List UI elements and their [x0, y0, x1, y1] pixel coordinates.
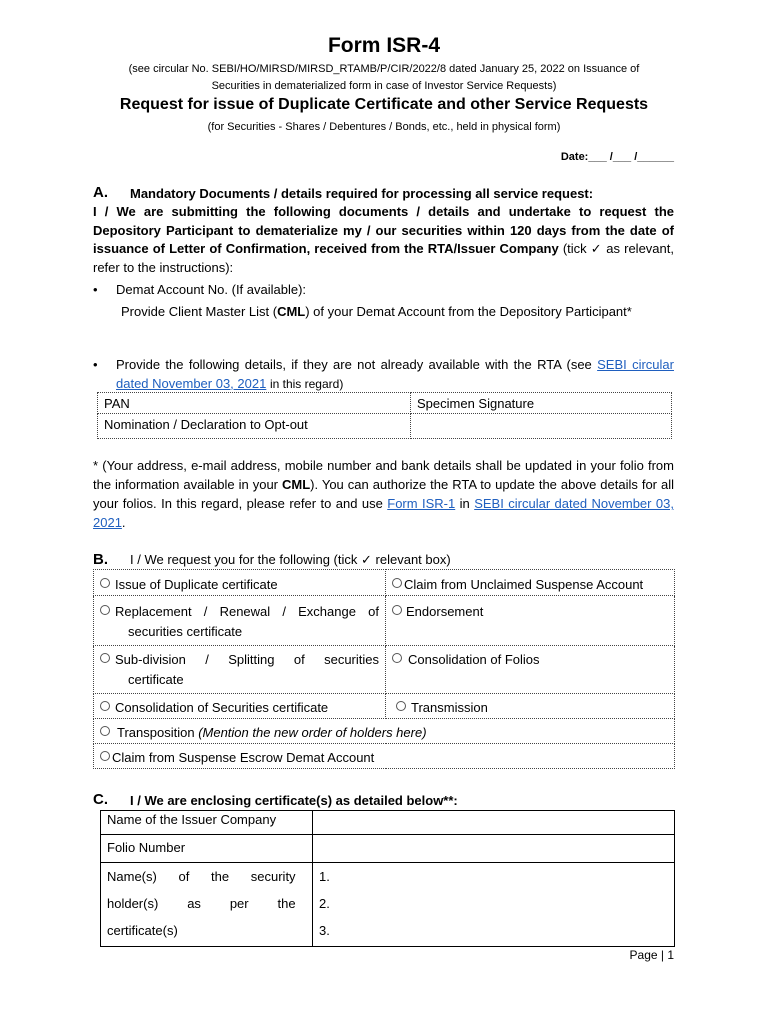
option-escrow-demat[interactable] — [94, 744, 675, 769]
pan-cell[interactable]: PAN — [98, 393, 411, 414]
note-text-pre: * (Your address, e-mail address, mobile number and bank details shall be updated in your folio from the information available in your — [93, 458, 674, 492]
radio-icon[interactable] — [392, 578, 402, 588]
nomination-value-cell[interactable] — [411, 414, 672, 439]
section-a-letter: A. — [93, 184, 108, 201]
bullet-icon: • — [93, 357, 98, 372]
holder-label-line2: holder(s) as per the — [107, 896, 296, 911]
table-row — [101, 835, 675, 863]
holder-name-1[interactable]: 1. — [319, 869, 330, 884]
table-row — [94, 596, 675, 646]
sebi-circular-link[interactable]: SEBI circular dated November 03, 2021 — [116, 357, 674, 391]
note-text-in: in — [459, 496, 470, 511]
option-label: Claim from Unclaimed Suspense Account — [404, 577, 644, 592]
radio-icon[interactable] — [100, 578, 110, 588]
folio-number-input[interactable] — [313, 835, 675, 863]
section-b-letter: B. — [93, 551, 108, 568]
circular-reference-line1: (see circular No. SEBI/HO/MIRSD/MIRSD_RTAMB/P/CIR/2022/8 dated January 25, 2022 on Issuance of — [128, 63, 640, 75]
form-isr1-link[interactable]: Form ISR-1 — [387, 496, 456, 511]
note-text-mid: ). You can authorize the RTA to update the above details for all your folios. In this regard, please refer to and use — [93, 477, 674, 511]
section-b-heading-pre: I / We request you for the following (tick — [130, 552, 358, 567]
radio-icon[interactable] — [100, 653, 110, 663]
certificate-details-table — [100, 810, 675, 947]
page-number: Page | 1 — [629, 948, 674, 962]
holder-names-values[interactable] — [313, 863, 675, 947]
holder-name-3[interactable]: 3. — [319, 923, 330, 938]
option-subdivision[interactable] — [94, 646, 386, 694]
option-label: Replacement / Renewal / Exchange of — [115, 604, 379, 619]
section-b-heading-post: relevant box) — [375, 552, 451, 567]
issuer-company-label: Name of the Issuer Company — [101, 811, 313, 835]
radio-icon[interactable] — [100, 605, 110, 615]
tick-mark-icon: ✓ — [361, 552, 372, 567]
option-consolidation-folios[interactable] — [386, 646, 675, 694]
option-label: Transmission — [411, 700, 488, 715]
note-cml-bold: CML — [282, 477, 311, 492]
section-c-heading: I / We are enclosing certificate(s) as detailed below**: — [130, 793, 458, 808]
tick-instruction-post: as relevant, refer to the instructions): — [93, 241, 674, 275]
cml-text-pre: Provide Client Master List ( — [121, 304, 278, 319]
rta-text-post: in this regard) — [269, 376, 344, 391]
table-row — [101, 811, 675, 835]
circular-reference-line2: Securities in dematerialized form in case of Investor Service Requests) — [211, 80, 557, 92]
holder-names-label — [101, 863, 313, 947]
option-label: Consolidation of Securities certificate — [115, 700, 329, 715]
holder-label-line1: Name(s) of the security — [107, 869, 296, 884]
table-row — [101, 863, 675, 947]
section-a-heading: Mandatory Documents / details required for processing all service request: — [130, 186, 594, 201]
date-field[interactable]: Date:___ /___ /______ — [560, 151, 674, 163]
table-row — [94, 570, 675, 596]
rta-text-pre: Provide the following details, if they are not already available with the RTA (see — [116, 357, 592, 372]
cml-note — [93, 456, 674, 532]
transposition-note: (Mention the new order of holders here) — [198, 725, 427, 740]
option-transmission[interactable] — [386, 694, 675, 719]
table-row — [94, 694, 675, 719]
option-transposition[interactable] — [94, 719, 675, 744]
folio-number-label: Folio Number — [101, 835, 313, 863]
undertaking-text: I / We are submitting the following documents / details and undertake to request the Depository Participant to dematerialize my / our securities within 120 days from the date of issuance of Letter of Confirmation, received from the RTA/Issuer Company — [93, 204, 674, 256]
radio-icon[interactable] — [396, 701, 406, 711]
rta-details-instruction — [116, 356, 674, 393]
radio-icon[interactable] — [392, 605, 402, 615]
radio-icon[interactable] — [100, 751, 110, 761]
cml-instruction — [121, 303, 674, 322]
bullet-icon: • — [93, 282, 98, 297]
table-row — [94, 744, 675, 769]
radio-icon[interactable] — [100, 726, 110, 736]
form-subtitle: Request for issue of Duplicate Certificate and other Service Requests — [119, 96, 649, 113]
table-row — [98, 393, 672, 414]
section-c-letter: C. — [93, 791, 108, 808]
option-label: Issue of Duplicate certificate — [115, 577, 278, 592]
radio-icon[interactable] — [100, 701, 110, 711]
specimen-signature-cell[interactable]: Specimen Signature — [411, 393, 672, 414]
section-a-undertaking — [93, 203, 674, 277]
option-consolidation-certificate[interactable] — [94, 694, 386, 719]
rta-details-table — [97, 392, 672, 439]
option-duplicate-certificate[interactable] — [94, 570, 386, 596]
nomination-cell[interactable]: Nomination / Declaration to Opt-out — [98, 414, 411, 439]
table-row — [98, 414, 672, 439]
cml-bold: CML — [277, 304, 306, 319]
issuer-company-input[interactable] — [313, 811, 675, 835]
table-row — [94, 719, 675, 744]
tick-mark-icon: ✓ — [590, 241, 603, 256]
note-text-end: . — [121, 515, 126, 530]
option-label: Sub-division / Splitting of securities — [115, 652, 379, 667]
option-unclaimed-suspense[interactable] — [386, 570, 675, 596]
option-endorsement[interactable] — [386, 596, 675, 646]
demat-account-label: Demat Account No. (If available): — [116, 282, 307, 297]
holder-name-2[interactable]: 2. — [319, 896, 330, 911]
option-label-cont: securities certificate — [128, 624, 243, 639]
section-b-heading — [130, 551, 451, 570]
option-label: Consolidation of Folios — [408, 652, 540, 667]
holder-label-line3: certificate(s) — [107, 923, 178, 938]
form-scope: (for Securities - Shares / Debentures / Bonds, etc., held in physical form) — [207, 121, 561, 133]
option-label: Endorsement — [406, 604, 484, 619]
form-title: Form ISR-4 — [327, 34, 440, 57]
option-label-cont: certificate — [128, 672, 184, 687]
tick-instruction-pre: (tick — [562, 241, 587, 256]
option-label: Transposition — [117, 725, 195, 740]
cml-text-post: ) of your Demat Account from the Depository Participant* — [305, 304, 632, 319]
radio-icon[interactable] — [392, 653, 402, 663]
service-request-options — [93, 569, 675, 769]
table-row — [94, 646, 675, 694]
sebi-circular-link-2[interactable]: SEBI circular dated November 03, 2021 — [93, 496, 674, 530]
option-label: Claim from Suspense Escrow Demat Account — [112, 750, 375, 765]
option-replacement[interactable] — [94, 596, 386, 646]
